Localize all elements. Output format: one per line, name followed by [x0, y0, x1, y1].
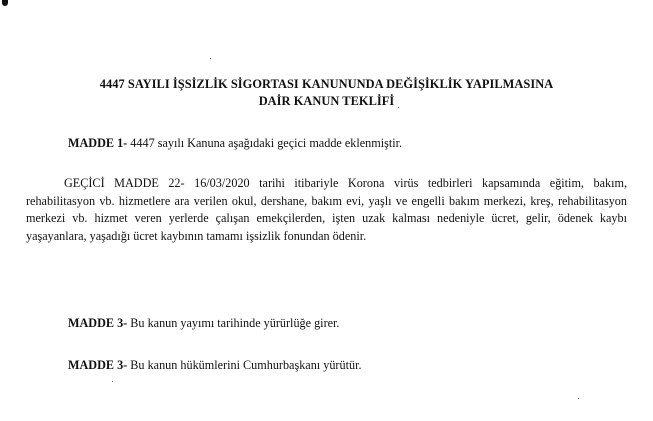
title-line-2: DAİR KANUN TEKLİFİ — [258, 94, 395, 108]
scan-speck — [112, 381, 113, 382]
article-3a-text: Bu kanun yayımı tarihinde yürürlüğe girer. — [130, 316, 340, 330]
scan-speck — [578, 398, 579, 399]
scan-speck — [210, 58, 211, 59]
article-1 — [68, 135, 402, 153]
article-3a-label: MADDE 3- — [68, 316, 128, 330]
scan-speck — [398, 107, 399, 108]
article-3-execution — [68, 357, 362, 375]
document-title — [20, 76, 633, 110]
temporary-article-22 — [26, 175, 627, 245]
article-3b-text: Bu kanun hükümlerini Cumhurbaşkanı yürütür. — [130, 358, 362, 372]
scan-mark — [2, 0, 8, 6]
article-3b-label: MADDE 3- — [68, 358, 128, 372]
temporary-article-22-text: GEÇİCİ MADDE 22- 16/03/2020 tarihi itibariyle Korona virüs tedbirleri kapsamında eğitim, bakım, rehabilitasyon vb. hizmetlere ara verilen okul, dershane, bakım evi, yaşlı ve engelli bakım merkezi, kreş, rehabilitasyon merkezi vb. hizmet veren yerlerde çalışan emekçilerden, işten uzak kalması nedeniyle ücret, gelir, ödenek kaybı yaşayanlara, yaşadığı ücret kaybının tamamı işsizlik fonundan ödenir. — [26, 176, 627, 243]
article-1-label: MADDE 1- — [68, 136, 128, 150]
article-3-effective-date — [68, 315, 339, 333]
title-line-1: 4447 SAYILI İŞSİZLİK SİGORTASI KANUNUNDA DEĞİŞİKLİK YAPILMASINA — [99, 77, 554, 91]
article-1-text: 4447 sayılı Kanuna aşağıdaki geçici madde eklenmiştir. — [130, 136, 403, 150]
